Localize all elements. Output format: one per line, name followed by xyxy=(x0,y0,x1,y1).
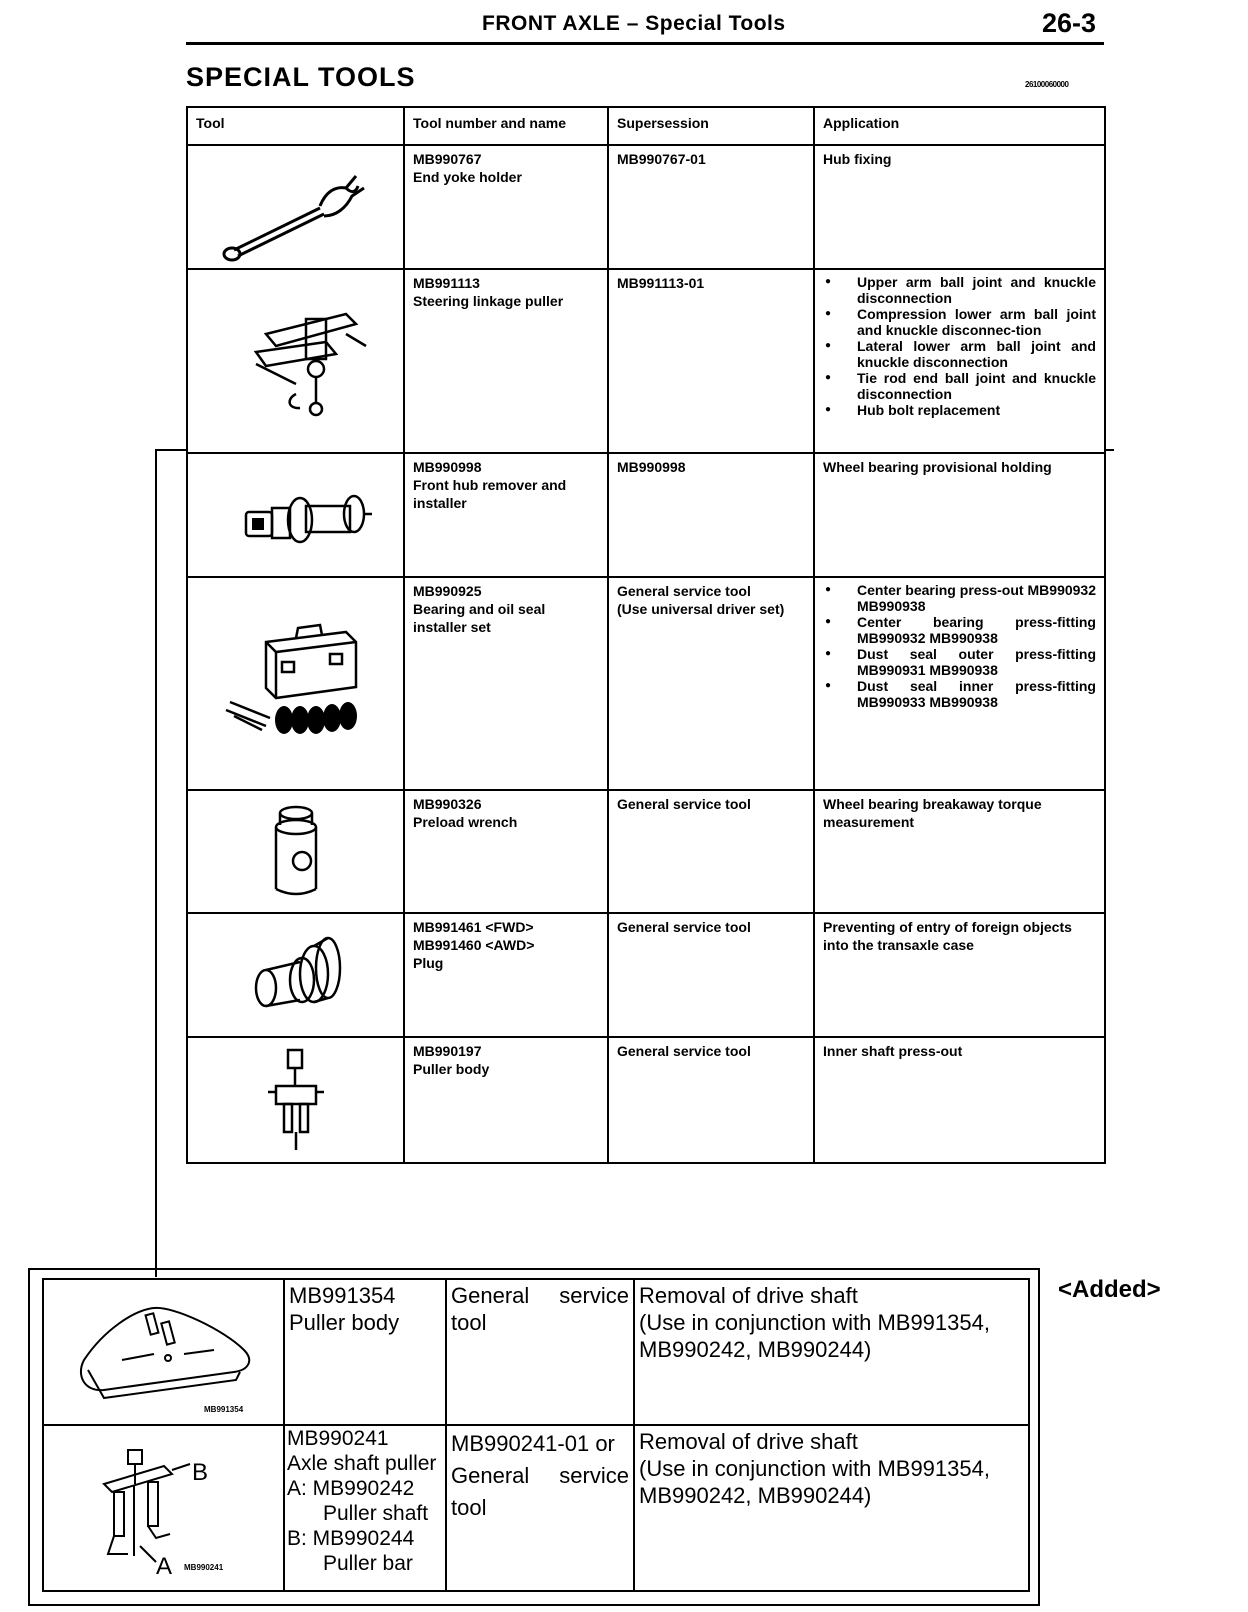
application-cell xyxy=(814,1037,1105,1163)
bearing-oil-seal-installer-set-icon xyxy=(196,602,396,762)
image-code: MB990241 xyxy=(184,1563,224,1572)
column-header-application: Application xyxy=(814,107,1105,145)
list-item: ● Hub bolt replacement xyxy=(857,402,1096,418)
application-text: Preventing of entry of foreign objects into the transaxle case xyxy=(823,919,1072,953)
supersession-cell xyxy=(608,913,814,1037)
tool-number: MB990326 xyxy=(413,796,482,812)
table-row xyxy=(187,269,1105,453)
tool-name: Puller body xyxy=(413,1061,490,1077)
tool-name: Plug xyxy=(413,955,444,971)
list-item: ● Center bearing press-out MB990932 MB990938 xyxy=(857,582,1096,614)
tool-number-cell xyxy=(404,145,608,269)
tool-number: MB990998 xyxy=(413,459,482,475)
application-text: MB990242, MB990244) xyxy=(639,1337,872,1362)
application-text: Removal of drive shaft xyxy=(639,1283,858,1308)
tool-name: End yoke holder xyxy=(413,169,522,185)
end-yoke-holder-icon xyxy=(196,146,396,264)
tool-number-cell xyxy=(404,453,608,577)
supersession-text: MB990998 xyxy=(617,459,686,475)
application-cell xyxy=(814,269,1105,453)
list-item: ● Dust seal inner press-fitting MB990933 MB990938 xyxy=(857,678,1096,710)
supersession-cell xyxy=(446,1279,634,1425)
supersession-text: MB991113-01 xyxy=(617,275,705,291)
header-rule xyxy=(186,42,1104,45)
sub-tool-b-name: Puller bar xyxy=(323,1552,413,1575)
table-row xyxy=(187,453,1105,577)
table-row xyxy=(187,577,1105,790)
supersession-text: General service tool xyxy=(617,919,751,935)
application-list xyxy=(823,274,1096,418)
tool-number-cell xyxy=(404,269,608,453)
application-cell xyxy=(634,1425,1029,1591)
section-title: SPECIAL TOOLS xyxy=(186,62,416,92)
table-row xyxy=(43,1425,1029,1591)
application-cell xyxy=(814,790,1105,913)
image-code: MB991354 xyxy=(204,1405,244,1414)
supersession-cell xyxy=(608,1037,814,1163)
list-item: ● Lateral lower arm ball joint and knuckle disconnection xyxy=(857,338,1096,370)
leader-line-right xyxy=(1104,449,1114,451)
puller-body-plate-icon xyxy=(44,1280,280,1420)
puller-body-small-icon xyxy=(196,1038,396,1158)
tool-number: MB990767 xyxy=(413,151,482,167)
supersession-text: MB990241-01 or xyxy=(451,1431,615,1456)
tool-number-cell xyxy=(404,790,608,913)
steering-linkage-puller-icon xyxy=(196,274,396,444)
supersession-cell xyxy=(608,790,814,913)
supersession-cell xyxy=(608,145,814,269)
tool-image-cell xyxy=(187,145,404,269)
tool-name: Bearing and oil seal installer set xyxy=(413,601,546,635)
tool-number-cell xyxy=(284,1279,446,1425)
list-item: ● Tie rod end ball joint and knuckle disconnection xyxy=(857,370,1096,402)
leader-line-top xyxy=(155,449,187,451)
section-code: 26100060000 xyxy=(1025,80,1069,89)
application-cell xyxy=(634,1279,1029,1425)
list-item: ● Dust seal outer press-fitting MB990931 MB990938 xyxy=(857,646,1096,678)
sub-tool-a-name: Puller shaft xyxy=(323,1502,429,1525)
preload-wrench-icon xyxy=(196,795,396,905)
tool-image-cell xyxy=(43,1279,284,1425)
sub-tool-a: A: MB990242 xyxy=(287,1477,415,1500)
tool-number-cell xyxy=(404,1037,608,1163)
column-header-supersession: Supersession xyxy=(608,107,814,145)
tool-name: Puller body xyxy=(289,1310,400,1335)
application-text: Wheel bearing breakaway torque measurement xyxy=(823,796,1042,830)
table-row xyxy=(187,1037,1105,1163)
tool-name: Axle shaft puller xyxy=(287,1452,437,1475)
supersession-cell xyxy=(608,577,814,790)
front-hub-remover-icon xyxy=(196,458,396,568)
supersession-text: General service tool xyxy=(451,1283,629,1335)
page-header-title: FRONT AXLE – Special Tools xyxy=(482,12,786,35)
callout-b: B xyxy=(192,1459,209,1486)
list-item: ● Center bearing press-fitting MB990932 MB990938 xyxy=(857,614,1096,646)
column-header-tool: Tool xyxy=(187,107,404,145)
table-row xyxy=(43,1279,1029,1425)
application-cell xyxy=(814,913,1105,1037)
supersession-text: MB990767-01 xyxy=(617,151,706,167)
table-row xyxy=(187,913,1105,1037)
tool-image-cell xyxy=(187,269,404,453)
supersession-text: General service tool xyxy=(617,796,751,812)
tool-image-cell xyxy=(187,577,404,790)
tool-number-alt: MB991460 <AWD> xyxy=(413,937,535,953)
tool-image-cell xyxy=(187,913,404,1037)
leader-line xyxy=(155,449,157,1277)
application-cell xyxy=(814,453,1105,577)
list-item: ● Upper arm ball joint and knuckle disconnection xyxy=(857,274,1096,306)
tool-number: MB990925 xyxy=(413,583,482,599)
tool-number: MB991354 xyxy=(289,1283,396,1308)
table-row xyxy=(187,790,1105,913)
application-text: Hub fixing xyxy=(823,151,892,167)
tool-name: Front hub remover and installer xyxy=(413,477,567,511)
tool-number: MB991113 xyxy=(413,275,480,291)
supersession-text: tool xyxy=(451,1495,487,1520)
tool-number-cell xyxy=(404,577,608,790)
added-tools-table xyxy=(42,1278,1030,1592)
tool-image-cell xyxy=(187,790,404,913)
application-text: (Use in conjunction with MB991354, xyxy=(639,1310,990,1335)
list-item: ● Compression lower arm ball joint and knuckle disconnec-tion xyxy=(857,306,1096,338)
supersession-cell xyxy=(608,269,814,453)
column-header-number: Tool number and name xyxy=(404,107,608,145)
application-text: Inner shaft press-out xyxy=(823,1043,963,1059)
added-label: <Added> xyxy=(1058,1276,1161,1303)
plug-icon xyxy=(196,918,396,1028)
application-text: Wheel bearing provisional holding xyxy=(823,459,1052,475)
tool-image-cell xyxy=(187,453,404,577)
tool-number: MB990241 xyxy=(287,1427,389,1450)
application-list xyxy=(823,582,1096,710)
application-text: (Use in conjunction with MB991354, xyxy=(639,1456,990,1481)
sub-tool-b: B: MB990244 xyxy=(287,1527,415,1550)
axle-shaft-puller-icon xyxy=(44,1426,280,1588)
application-cell xyxy=(814,145,1105,269)
supersession-text: General service xyxy=(451,1463,629,1488)
supersession-note: (Use universal driver set) xyxy=(617,601,785,617)
supersession-cell xyxy=(446,1425,634,1591)
tool-number-cell xyxy=(284,1425,446,1591)
application-text: MB990242, MB990244) xyxy=(639,1483,872,1508)
page-number: 26-3 xyxy=(1042,8,1097,38)
application-cell xyxy=(814,577,1105,790)
tool-image-cell xyxy=(43,1425,284,1591)
tool-number: MB991461 <FWD> xyxy=(413,919,534,935)
callout-a: A xyxy=(156,1553,173,1580)
tool-name: Preload wrench xyxy=(413,814,518,830)
table-header-row xyxy=(187,107,1105,145)
application-text: Removal of drive shaft xyxy=(639,1429,858,1454)
supersession-text: General service tool xyxy=(617,1043,751,1059)
tool-name: Steering linkage puller xyxy=(413,293,564,309)
tool-number: MB990197 xyxy=(413,1043,482,1059)
tool-image-cell xyxy=(187,1037,404,1163)
special-tools-table xyxy=(186,106,1106,1164)
table-row xyxy=(187,145,1105,269)
supersession-cell xyxy=(608,453,814,577)
tool-number-cell xyxy=(404,913,608,1037)
supersession-text: General service tool xyxy=(617,583,751,599)
